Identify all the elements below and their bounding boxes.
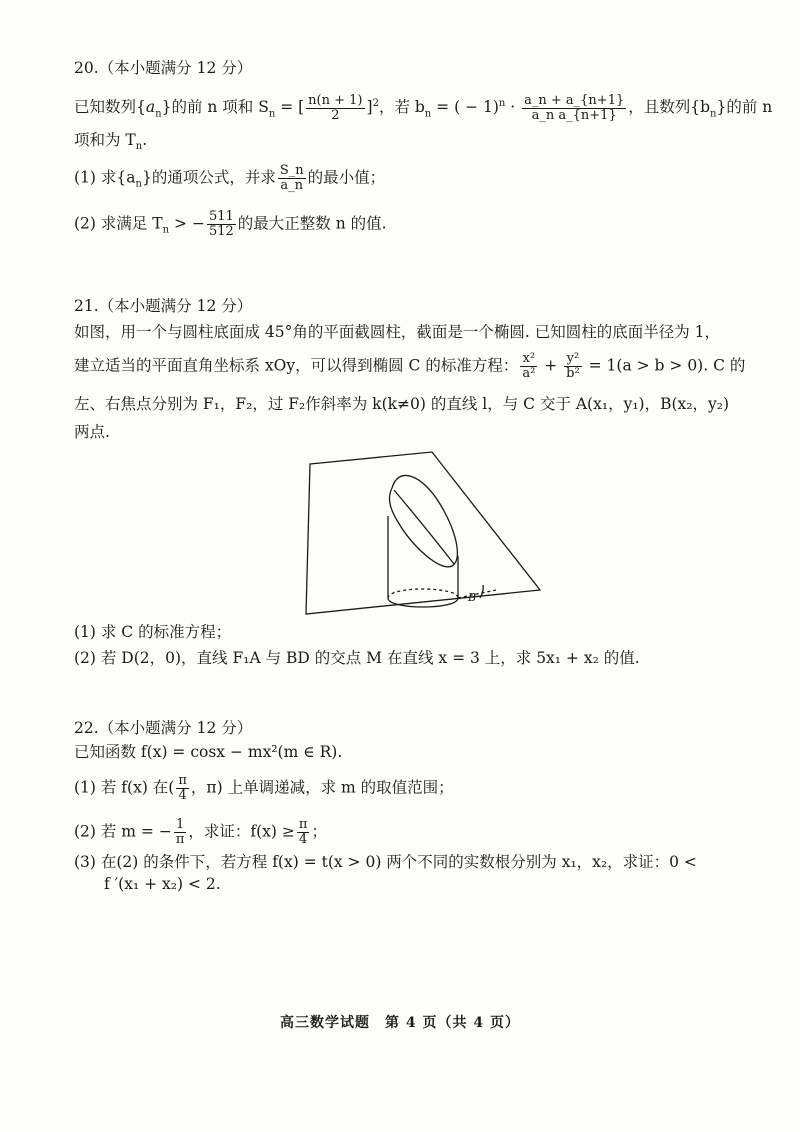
page-footer: 高三数学试题 第 4 页（共 4 页） — [280, 1015, 520, 1031]
pi-over-4-fraction: $\frac{\pi}{4}$ — [178, 773, 187, 803]
one-over-pi-fraction: $\frac{1}{\pi}$ — [175, 817, 185, 847]
q22-part2: (2) 若 m = − $\frac{1}{\pi}$ ，求证：f(x) ≥ $\frac{\pi}{4}$ ； — [74, 817, 327, 847]
sn-over-an-fraction: $\frac{S\_n}{a\_n}$ — [279, 163, 304, 193]
q21-heading: 21.（本小题满分 12 分） — [74, 297, 253, 315]
section-ellipse — [390, 475, 458, 566]
cylinder-section-figure — [300, 448, 550, 620]
bn-fraction: $\frac{a\_n + a\_\{n+1\}}{\text{a\_n a\_\{n+1\}}}$ — [524, 92, 625, 123]
figure-label-b: B — [468, 591, 477, 604]
q22-statement: 已知函数 f(x) = cosx − mx²(m ∈ R). — [74, 743, 343, 761]
q21-statement-line3: 左、右焦点分别为 F₁，F₂，过 F₂作斜率为 k(k≠0) 的直线 l，与 C 交于 A(x₁，y₁)，B(x₂，y₂) — [74, 395, 729, 413]
threshold-fraction: $\frac{511}{512}$ — [208, 209, 234, 239]
q21-part2: (2) 若 D(2，0)，直线 F₁A 与 BD 的交点 M 在直线 x = 3 上，求 5x₁ + x₂ 的值. — [74, 649, 640, 667]
q21-part1: (1) 求 C 的标准方程； — [74, 623, 232, 641]
q22-part3-line1: (3) 在(2) 的条件下，若方程 f(x) = t(x > 0) 两个不同的实数根分别为 x₁，x₂，求证：0 < — [74, 853, 697, 871]
pi-over-4-bound-fraction: $\frac{\pi}{4}$ — [298, 817, 308, 847]
q22-heading: 22.（本小题满分 12 分） — [74, 719, 253, 737]
q20-statement-line2: 项和为 $T_n$. — [74, 131, 148, 153]
y-term-fraction: $\frac{\text{y²}}{\text{b²}}$ — [566, 351, 580, 381]
q20-part2: (2) 求满足 $T_n$ > − $\frac{511}{512}$ 的最大正整数 n 的值. — [74, 209, 387, 239]
q22-part1: (1) 若 f(x) 在( $\frac{\pi}{4}$ ，π) 上单调递减，求 m 的取值范围； — [74, 773, 454, 803]
q22-part3-line2: f ′(x₁ + x₂) < 2. — [104, 875, 221, 893]
sn-fraction: $\frac{n(n + 1)}{2}$ — [308, 92, 363, 123]
q20-heading: 20.（本小题满分 12 分） — [74, 59, 253, 77]
q21-statement-line4: 两点. — [74, 423, 110, 441]
cylinder-base-back — [388, 589, 458, 598]
q20-statement-line1: 已知数列$\{a_n\}$的前 n 项和 $S_n$ = [ $\frac{n(n + 1)}{2}$ ]$^2$，若 $b_n$ = ( − 1)$^n$ · $\frac{a\_n + a\_\{n+1\}}{\text{a\_n a\_\{n+1\}}}$ ，且数列$\{b_n\}$的前 n — [74, 92, 773, 123]
q21-statement-line1: 如图，用一个与圆柱底面成 45°角的平面截圆柱，截面是一个椭圆. 已知圆柱的底面半径为 1， — [74, 323, 721, 341]
cutting-plane — [306, 452, 540, 614]
q21-statement-line2: 建立适当的平面直角坐标系 xOy，可以得到椭圆 C 的标准方程： $\frac{\text{x²}}{\text{a²}}$ + $\frac{\text{y²}}{\text{b²}}$ = 1(a > b > 0). C 的 — [74, 351, 746, 381]
x-term-fraction: $\frac{\text{x²}}{\text{a²}}$ — [522, 351, 536, 381]
q20-part1: (1) 求$\{a_n\}$的通项公式，并求 $\frac{S\_n}{a\_n}$ 的最小值； — [74, 163, 386, 193]
